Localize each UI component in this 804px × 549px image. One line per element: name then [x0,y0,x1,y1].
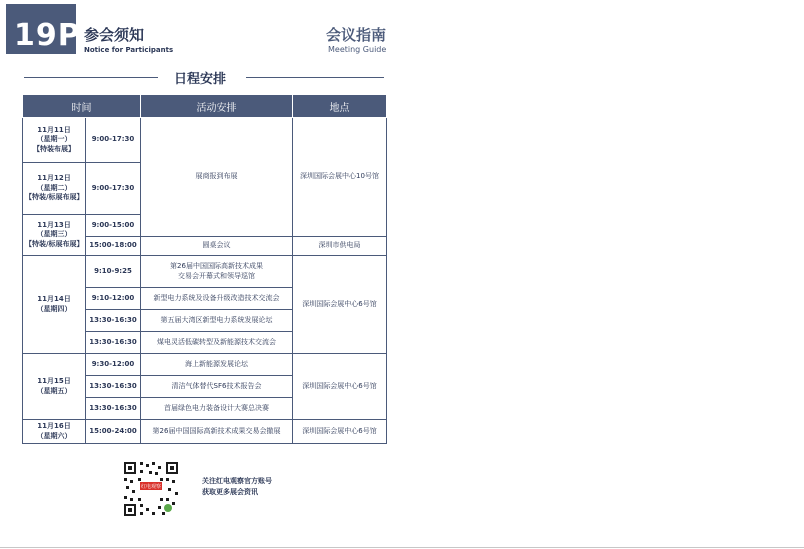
location-cell: 深圳国际会展中心6号馆 [293,354,387,420]
date-cell: 11月11日 （星期一） 【特装布展】 [23,118,86,163]
qr-code-icon[interactable] [122,460,180,518]
activity-cell: 第五届大湾区新型电力系统发展论坛 [141,310,293,332]
time-cell: 13:30-16:30 [86,398,141,420]
section-subtitle: Notice for Participants [84,46,174,54]
time-cell: 9:00-17:30 [86,118,141,163]
section-title: 参会须知 [84,26,145,44]
time-cell: 15:00-24:00 [86,420,141,444]
page-bottom-rule [0,547,804,548]
heading-rule-left [24,77,158,78]
table-row [23,118,387,163]
date-cell: 11月15日 （星期五） [23,354,86,420]
col-header-activity: 活动安排 [141,95,293,118]
time-cell: 9:00-15:00 [86,215,141,237]
date-cell: 11月16日 （星期六） [23,420,86,444]
qr-brand-text: 红电观察 [140,484,162,491]
time-cell: 15:00-18:00 [86,237,141,256]
col-header-location: 地点 [293,95,387,118]
time-cell: 9:30-12:00 [86,354,141,376]
activity-cell: 展商报到布展 [141,118,293,237]
time-cell: 9:00-17:30 [86,163,141,215]
qr-corner-logo [164,504,172,512]
table-row [23,256,387,288]
table-row [23,354,387,376]
schedule-table [22,94,387,444]
time-cell: 9:10-9:25 [86,256,141,288]
location-cell: 深圳国际会展中心6号馆 [293,256,387,354]
activity-cell: 新型电力系统及设备升级改造技术交流会 [141,288,293,310]
follow-line-2: 获取更多展会资讯 [202,488,258,497]
time-cell: 13:30-16:30 [86,332,141,354]
time-cell: 9:10-12:00 [86,288,141,310]
activity-cell: 海上新能源发展论坛 [141,354,293,376]
activity-cell: 第26届中国国际高新技术成果 交易会开幕式和领导巡馆 [141,256,293,288]
schedule-heading-text: 日程安排 [174,72,227,87]
guide-subtitle: Meeting Guide [328,45,387,54]
activity-cell: 首届绿色电力装备设计大赛总决赛 [141,398,293,420]
schedule-heading [24,67,384,87]
activity-cell: 煤电灵活低碳转型及新能源技术交流会 [141,332,293,354]
activity-cell: 清洁气体替代SF6技术报告会 [141,376,293,398]
date-cell: 11月14日 （星期四） [23,256,86,354]
follow-text [202,476,272,498]
page-number-badge [6,4,81,54]
location-cell: 深圳市供电局 [293,237,387,256]
location-cell: 深圳国际会展中心6号馆 [293,420,387,444]
page-number: 19P [14,18,81,53]
heading-rule-right [246,77,384,78]
date-cell: 11月12日 （星期二） 【特装/标展布展】 [23,163,86,215]
location-cell: 深圳国际会展中心10号馆 [293,118,387,237]
activity-cell: 第26届中国国际高新技术成果交易会撤展 [141,420,293,444]
table-row [23,420,387,444]
activity-cell: 圆桌会议 [141,237,293,256]
date-cell: 11月13日 （星期三） 【特装/标展布展】 [23,215,86,256]
follow-line-1: 关注红电观察官方账号 [202,477,272,485]
time-cell: 13:30-16:30 [86,310,141,332]
guide-title: 会议指南 [326,26,387,44]
table-header-row [23,95,387,118]
col-header-time: 时间 [23,95,141,118]
time-cell: 13:30-16:30 [86,376,141,398]
